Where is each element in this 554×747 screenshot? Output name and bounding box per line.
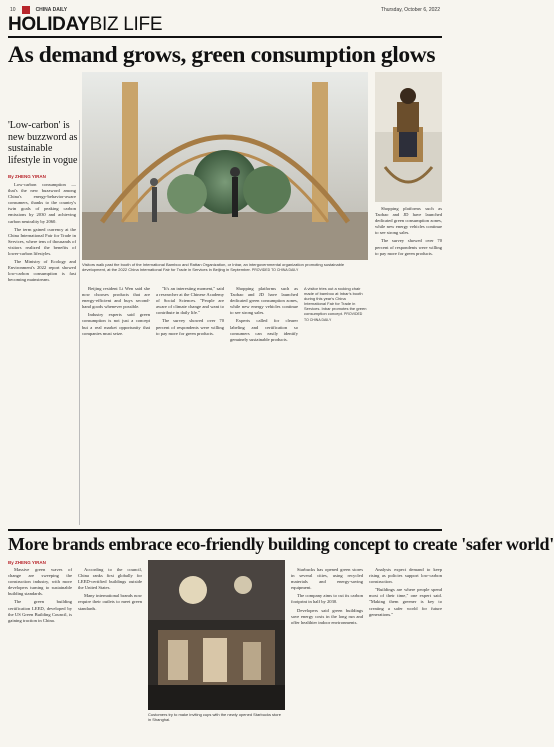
story1-headline: As demand grows, green consumption glows [8,42,436,68]
rocking-chair-photo [375,72,442,202]
story2-column-4 [369,567,442,743]
section-title-thin: BIZ LIFE [89,14,163,35]
masthead-left [10,6,67,14]
story2-col4-p1: Developers said green buildings save energy costs in the long run and offer healthier indoor environments. [291,607,363,625]
story2-byline: By ZHENG YIRAN [8,560,46,565]
story2-col1-p1: Massive green waves of change are sweeping the construction industry, with more developers turning to sustainable building standards. [8,567,72,597]
booth-photo-credit: PROVIDED TO CHINA DAILY [251,268,299,272]
story1-col1-p3: The Ministry of Ecology and Environment's 2022 report showed low-carbon consumption is fast becoming mainstream. [8,259,76,283]
story2-column-1 [8,567,72,743]
section-title [8,14,162,36]
column-rule [79,120,80,525]
story2-column-2 [78,567,142,743]
rocking-chair-caption [304,286,368,323]
story1-col3-p1: "It's an interesting moment," said a researcher at the Chinese Academy of Social Sciences. "People are aware of climate change and want to contribute in daily life." [156,286,224,316]
story1-column-2 [82,286,150,527]
starbucks-photo-image [148,560,285,710]
story1-column-4 [230,286,298,527]
story2-col5-p1: "Buildings are where people spend most of their time," one expert said. "Making them greener is key to creating a safer world for future generations." [369,587,442,617]
story-divider [8,529,442,531]
page-number: 10 [10,7,16,13]
story2-col3-p2: The company aims to cut its carbon footprint in half by 2030. [291,593,363,605]
story2-col4-p2: Analysts expect demand to keep rising as policies support low-carbon construction. [369,567,442,585]
story1-col5-p1: Shopping platforms such as Taobao and JD have launched dedicated green consumption zones, while new energy vehicles continue to see strong sales. [375,206,442,236]
booth-photo-caption-text: Visitors walk past the booth of the International Bamboo and Rattan Organization, or Inbar, an intergovernmental organization promoting sustainable development, at the 2022 China International Fair for Trade in Services in Beijing in September. [82,262,345,272]
story1-col2-p1: Beijing resident Li Wen said she now chooses products that are energy-efficient and buys second-hand goods whenever possible. [82,286,150,310]
story1-col4-p1: Shopping platforms such as Taobao and JD have launched dedicated green consumption zones, while new energy vehicles continue to see strong sales. [230,286,298,316]
story2-col1-p2: The green building certification LEED, developed by the US Green Building Council, is gaining traction in China. [8,599,72,623]
newspaper-logo-icon [22,6,30,14]
story1-column-5 [375,206,442,527]
story1-deck: 'Low-carbon' is new buzzword as sustainable lifestyle in vogue [8,120,78,166]
starbucks-photo [148,560,285,710]
story1-column-3 [156,286,224,527]
issue-date: Thursday, October 6, 2022 [380,7,440,13]
booth-photo [82,72,368,260]
story1-col3-p2: The survey showed over 70 percent of respondents were willing to pay more for green products. [156,318,224,336]
rocking-chair-photo-image [375,72,442,202]
story1-col5-p2: The survey showed over 70 percent of respondents were willing to pay more for green products. [375,238,442,256]
story2-col2-p2: Many international brands now require their outlets to meet green standards. [78,593,142,611]
story1-col1-p1: Low-carbon consumption — that's the new buzzword among China's energy-behavior-aware consumers, thanks to the country's twin goals of peaking carbon emissions by 2030 and achieving carbon neutrality by 2060. [8,182,76,224]
story2-headline: More brands embrace eco-friendly building concept to create 'safer world' [8,534,554,554]
booth-photo-image [82,72,368,260]
story1-column-1 [8,182,76,527]
story1-col4-p2: Experts called for clearer labeling and certification so consumers can easily identify genuinely sustainable products. [230,318,298,342]
rocking-chair-caption-text: A visitor tries out a rocking chair made of bamboo at Inbar's booth during this year's China International Fair for Trade in Services. Inbar promotes the green consumption concept. [304,286,367,316]
story2-column-3 [291,567,363,743]
rocking-chair-credit: PROVIDED TO CHINA DAILY [304,312,363,322]
starbucks-caption: Customers try to make inviting cups with the newly opened Starbucks store in Shanghai. [148,712,281,722]
booth-photo-caption [82,262,368,273]
story1-byline: By ZHENG YIRAN [8,174,46,179]
story2-col2-p1: According to the council, China ranks first globally for LEED-certified buildings outside the United States. [78,567,142,591]
story1-col1-p2: The term gained currency at the China International Fair for Trade in Services, where tens of thousands of visitors realized the benefits of lower-carbon lifestyles. [8,226,76,257]
section-rule [8,36,442,38]
section-title-bold: HOLIDAY [8,14,90,35]
story2-col3-p1: Starbucks has opened green stores in several cities, using recycled materials and energy-saving equipment. [291,567,363,591]
story1-col2-p2: Industry experts said green consumption is not just a concept but a real market opportunity that companies must seize. [82,312,150,336]
newspaper-name: CHINA DAILY [35,7,68,13]
